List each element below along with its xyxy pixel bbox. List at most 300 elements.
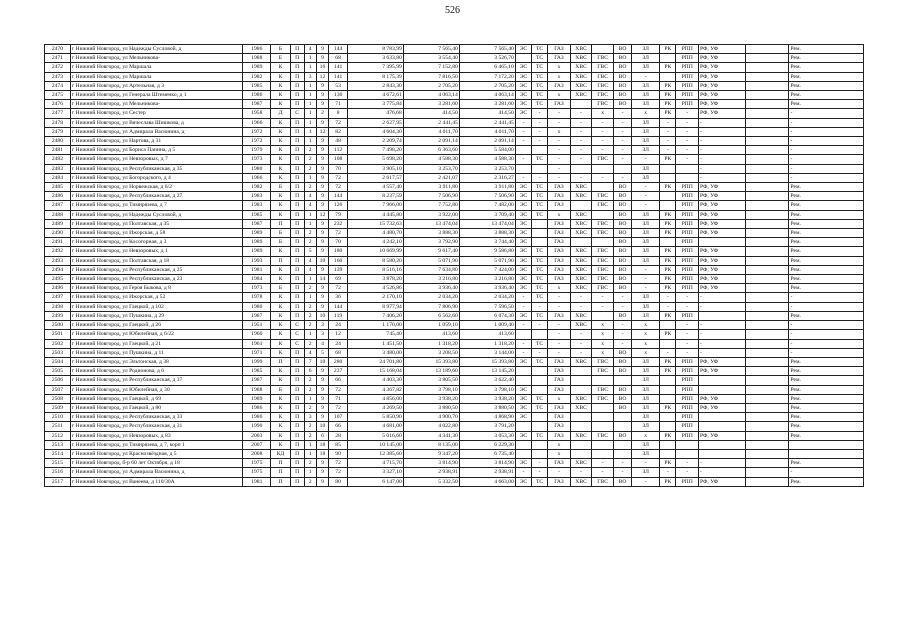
table-cell: 745,40 [347,330,403,339]
table-cell: К [271,265,290,274]
table-cell: - [532,173,548,182]
table-cell [746,81,789,90]
table-cell [613,440,631,449]
table-cell: ТС [532,403,548,412]
table-cell: ГВС [592,431,614,440]
table-cell: - [613,109,631,118]
table-cell: х [548,284,571,293]
table-cell: ТС [532,155,548,164]
table-cell: РПП [676,431,699,440]
table-cell: ХВС [570,45,592,54]
table-cell: 9 [316,201,329,210]
table-cell [746,137,789,146]
table-cell: - [515,321,531,330]
table-cell: 144 [329,45,347,54]
table-cell [613,413,631,422]
table-cell: - [632,183,660,192]
table-cell: 12 [316,210,329,219]
table-cell: РФ, УФ [698,256,745,265]
table-cell: ЭС [515,91,531,100]
table-cell [592,210,614,219]
table-cell: 15 732,63 [347,219,403,228]
table-cell [592,413,614,422]
table-cell: г Нижний Новгород, б-р 60 лет Октября, д 18 [70,459,242,468]
table-cell: - [698,348,745,357]
table-cell: - [660,293,676,302]
table-cell: 9 [316,137,329,146]
table-cell: П [290,275,304,284]
table-cell: 3 144,00 [459,348,515,357]
table-cell: 5 [304,247,316,256]
table-cell: ЭС [515,413,531,422]
table-cell: П [290,81,304,90]
table-cell: 4 011,70 [403,127,459,136]
table-cell: 80 [329,477,347,486]
table-cell: К [271,311,290,320]
table-cell: 9 [316,394,329,403]
table-cell: 1 009,40 [459,321,515,330]
table-cell: ВО [613,394,631,403]
table-cell: Рем. [789,201,864,210]
table-cell: - [515,118,531,127]
table-cell: Рем. [789,45,864,54]
table-cell [660,422,676,431]
table-cell: - [570,109,592,118]
table-cell: Б [271,385,290,394]
table-cell [660,394,676,403]
table-cell: х [548,449,571,458]
table-cell [746,100,789,109]
table-cell: 2516 [45,468,71,477]
table-cell: Рем. [789,81,864,90]
table-cell: 7 634,80 [403,265,459,274]
table-cell: 4 063,14 [403,91,459,100]
table-cell: ЭС [515,45,531,54]
table-cell [515,54,531,63]
table-cell: 3 [316,321,329,330]
table-cell: 4 604,30 [347,127,403,136]
table-cell: 12 385,60 [347,449,403,458]
table-cell: 2 316,27 [459,173,515,182]
table-cell: - [570,330,592,339]
table-cell: 144 [329,302,347,311]
table-cell: РПП [676,72,699,81]
table-cell: Б [271,238,290,247]
table-cell: К [271,413,290,422]
table-row [45,413,864,422]
table-cell: 9 [316,302,329,311]
table-cell: - [698,468,745,477]
table-cell: П [290,91,304,100]
table-cell: х [592,109,614,118]
table-cell: 119 [329,311,347,320]
table-cell: 1972 [243,127,271,136]
table-row [45,422,864,431]
table-row [45,459,864,468]
table-cell: 2475 [45,91,71,100]
table-row [45,63,864,72]
table-cell [660,54,676,63]
table-cell [746,63,789,72]
table-cell: г Нижний Новгород, ул Краснозвёздная, д 5 [70,449,242,458]
table-cell: 3 798,10 [459,385,515,394]
table-cell: П [271,219,290,228]
table-cell: П [290,183,304,192]
table-cell: РПП [676,183,699,192]
table-cell: - [613,137,631,146]
table-cell: ГВС [592,155,614,164]
table-cell: 7 565,40 [459,45,515,54]
table-cell: - [698,118,745,127]
table-cell: Рем. [789,394,864,403]
table-cell: 1985 [243,367,271,376]
table-cell: 1980 [243,302,271,311]
table-cell: 2510 [45,413,71,422]
table-cell: 180 [329,247,347,256]
table-cell: ЭС [515,403,531,412]
table-cell: ЭС [515,238,531,247]
table-cell: ЗЛ [632,210,660,219]
table-cell: 79 [329,210,347,219]
table-cell: 2497 [45,293,71,302]
table-cell: 13 474,04 [403,219,459,228]
table-row [45,137,864,146]
table-cell [660,238,676,247]
table-cell: 126 [329,201,347,210]
table-cell: 3 814,90 [403,459,459,468]
table-cell: П [271,477,290,486]
table-cell [570,413,592,422]
table-cell: 3 936,40 [459,284,515,293]
table-cell: 4 856,00 [347,394,403,403]
table-cell: РФ, УФ [698,357,745,366]
table-cell: ЗЛ [632,81,660,90]
table-cell: ГАЗ [548,403,571,412]
table-cell: 1 [304,137,316,146]
table-cell: - [515,348,531,357]
table-cell: 9 [316,100,329,109]
table-cell [746,173,789,182]
table-cell: 5 [316,348,329,357]
table-cell: - [592,293,614,302]
table-cell: г Нижний Новгород, ул Мельникова- [70,100,242,109]
table-cell: 2482 [45,155,71,164]
table-cell: 1973 [243,155,271,164]
table-cell: - [660,302,676,311]
table-row [45,468,864,477]
table-cell: 3 053,30 [459,431,515,440]
table-cell: г Нижний Новгород, ул Республиканская, д 27 [70,192,242,201]
table-cell: С [290,109,304,118]
table-cell: - [676,293,699,302]
table-cell [532,367,548,376]
table-cell: - [660,118,676,127]
table-cell: ХВС [570,192,592,201]
table-cell: 15 393,80 [403,357,459,366]
table-cell: 1985 [243,210,271,219]
table-cell: - [532,109,548,118]
table-cell: - [592,127,614,136]
table-cell: г Нижний Новгород, ул Артельная, д 3 [70,81,242,90]
table-cell: ХВС [570,183,592,192]
table-cell: 2509 [45,403,71,412]
table-cell [613,449,631,458]
table-cell: 4 681,00 [347,422,403,431]
table-cell: РК [660,330,676,339]
table-cell: 9 [316,265,329,274]
table-cell: РК [660,100,676,109]
table-cell: Рем. [789,367,864,376]
table-cell: 2 [304,339,316,348]
table-cell: ГАЗ [548,275,571,284]
table-row [45,118,864,127]
table-cell: ВО [613,100,631,109]
table-cell: ХВС [570,265,592,274]
table-cell: Рем. [789,284,864,293]
table-cell: 9 [316,173,329,182]
table-cell: - [660,348,676,357]
table-cell: - [515,137,531,146]
table-cell: ЗЛ [632,302,660,311]
table-cell: - [676,459,699,468]
table-cell: ГВС [592,63,614,72]
table-cell: ТС [532,339,548,348]
table-cell: - [515,127,531,136]
table-cell: г Нижний Новгород, ул Невзоровых, д 83 [70,431,242,440]
table-cell: 2 [304,321,316,330]
table-cell: РК [660,256,676,265]
table-cell: 2483 [45,164,71,173]
table-cell: ЗЛ [632,219,660,228]
table-cell: г Нижний Новгород, ул Республиканская, д 23 [70,275,242,284]
table-cell: 1958 [243,109,271,118]
table-cell [592,311,614,320]
table-cell: 9 [316,155,329,164]
table-row [45,385,864,394]
table-row [45,146,864,155]
table-cell: 10 [316,311,329,320]
table-cell: 2 091,14 [459,137,515,146]
table-cell: 1989 [243,63,271,72]
table-cell: 3 216,80 [459,275,515,284]
table-cell: 107 [329,413,347,422]
table-cell: ГАЗ [548,192,571,201]
table-cell: ГАЗ [548,431,571,440]
table-cell: 3 936,40 [403,284,459,293]
table-cell: РПП [676,247,699,256]
table-cell: 9 [316,367,329,376]
table-cell: РФ, УФ [698,201,745,210]
table-cell [698,238,745,247]
table-cell: 2496 [45,284,71,293]
table-cell: ЭС [515,431,531,440]
table-cell [746,275,789,284]
table-cell: 7 482,00 [459,201,515,210]
table-cell: - [789,127,864,136]
table-cell: 476,68 [347,109,403,118]
table-cell: 9 [316,91,329,100]
table-cell: - [698,146,745,155]
table-row [45,109,864,118]
table-cell [660,449,676,458]
table-cell: 1975 [243,459,271,468]
table-cell: ЗЛ [632,449,660,458]
table-cell: ЭС [515,81,531,90]
table-cell [698,376,745,385]
table-cell: 3 888,30 [403,229,459,238]
table-cell: - [613,118,631,127]
table-cell: К [271,422,290,431]
table-cell [746,449,789,458]
table-cell: РПП [676,219,699,228]
table-cell: - [548,164,571,173]
table-cell: РК [660,219,676,228]
table-cell [570,201,592,210]
table-cell: 1987 [243,100,271,109]
table-cell: - [660,127,676,136]
table-cell: РК [660,91,676,100]
table-cell: ЗЛ [632,256,660,265]
table-cell: г Нижний Новгород, ул Ванеева, д 110/30А [70,477,242,486]
table-cell: 85 [329,440,347,449]
table-cell: 1 [304,293,316,302]
table-cell: г Нижний Новгород, ул Мельникова- [70,54,242,63]
table-cell: 9 [316,459,329,468]
table-cell: 1978 [243,293,271,302]
table-cell: - [698,293,745,302]
table-cell: 2 [304,459,316,468]
table-cell: - [698,164,745,173]
table-cell: 1975 [243,468,271,477]
table-cell: - [570,137,592,146]
table-row [45,183,864,192]
table-cell: 2476 [45,100,71,109]
table-cell: РФ, УФ [698,403,745,412]
table-cell: ХВС [570,394,592,403]
table-cell: г Нижний Новгород, ул Республиканская, д 35 [70,164,242,173]
table-row [45,449,864,458]
table-cell: К [271,201,290,210]
table-cell: 71 [329,100,347,109]
table-cell: 2 [304,164,316,173]
table-cell: 1999 [243,357,271,366]
table-cell: 2 [304,431,316,440]
table-cell: 9 [316,477,329,486]
table-cell: 3 622,40 [459,376,515,385]
table-cell: х [548,210,571,219]
table-cell: ГАЗ [548,422,571,431]
table-cell: 1986 [243,91,271,100]
table-cell: 2 034,20 [459,293,515,302]
table-cell: 1 [304,275,316,284]
table-cell: ВО [613,45,631,54]
table-cell: 15 168,04 [347,367,403,376]
table-cell: К [271,367,290,376]
table-cell: 10 [316,256,329,265]
table-cell: 4 [304,265,316,274]
table-cell: РК [660,45,676,54]
table-cell: 4 445,80 [347,210,403,219]
table-cell: Рем. [789,275,864,284]
table-cell: К [271,127,290,136]
table-cell: - [613,293,631,302]
table-cell: - [548,155,571,164]
table-cell: 1987 [243,311,271,320]
table-cell: ГВС [592,91,614,100]
table-cell: х [548,394,571,403]
table-cell: ГВС [592,192,614,201]
table-cell: Рем. [789,219,864,228]
table-cell: ТС [532,45,548,54]
table-cell: 8 237,59 [347,192,403,201]
table-cell: 12 [316,127,329,136]
table-cell: 9 [316,45,329,54]
table-cell: - [676,127,699,136]
table-cell: ЭС [515,201,531,210]
table-cell: - [698,339,745,348]
table-cell: - [632,275,660,284]
table-cell: г Нижний Новгород, ул Ижорская, д 52 [70,293,242,302]
table-cell: 2488 [45,210,71,219]
table-cell: ХВС [570,256,592,265]
table-cell [570,440,592,449]
table-row [45,431,864,440]
table-cell: 3 905,10 [347,164,403,173]
table-cell: 1982 [243,183,271,192]
table-cell: - [548,468,571,477]
table-cell: РК [660,431,676,440]
table-cell: х [632,431,660,440]
table-cell: г Нижний Новгород, ул Тимирязева, д 7 [70,201,242,210]
table-cell: 2 [304,183,316,192]
table-cell: 24 [329,321,347,330]
table-cell [532,413,548,422]
table-cell: 72 [329,229,347,238]
table-cell: - [570,302,592,311]
table-cell: ХВС [570,357,592,366]
table-cell: ТС [532,192,548,201]
table-cell: 2 170,10 [347,293,403,302]
table-cell: 1972 [243,137,271,146]
table-cell: ЭС [515,477,531,486]
table-cell: х [548,72,571,81]
table-cell: ЭС [515,385,531,394]
table-cell: РК [660,459,676,468]
table-cell: 3 878,20 [347,275,403,284]
table-cell: 3 327,10 [347,468,403,477]
table-cell: 2490 [45,229,71,238]
table-cell: - [532,302,548,311]
table-cell: 1 318,20 [403,339,459,348]
table-cell: 2 843,30 [347,81,403,90]
table-cell: ЭС [515,311,531,320]
table-cell [746,118,789,127]
table-cell [746,127,789,136]
table-cell: 1 [304,468,316,477]
table-cell: 1 [304,210,316,219]
table-cell: П [290,137,304,146]
table-cell [746,385,789,394]
table-cell: - [698,321,745,330]
table-cell: 8 135,00 [403,440,459,449]
table-cell: ЗЛ [632,440,660,449]
table-cell: - [789,321,864,330]
table-cell [746,247,789,256]
table-cell: 7 752,80 [403,201,459,210]
table-cell: 6 735,40 [459,449,515,458]
table-cell: ЗЛ [632,413,660,422]
table-cell: 2508 [45,394,71,403]
